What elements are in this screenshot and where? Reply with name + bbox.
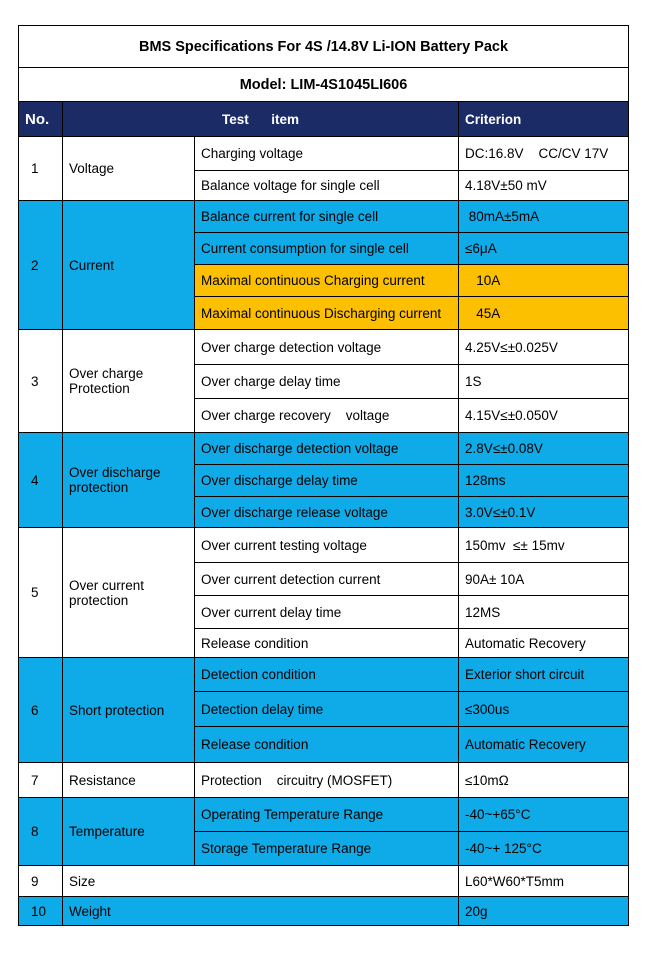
criterion-value: 128ms [459, 465, 629, 497]
test-item: Resistance [63, 763, 195, 798]
test-condition: Over charge recovery voltage [195, 399, 459, 433]
model-row [19, 68, 629, 102]
header-criterion: Criterion [459, 102, 629, 137]
test-item: Over current protection [63, 528, 195, 658]
header-test-item: Test item [63, 102, 459, 137]
table-row [19, 433, 629, 465]
header-row [19, 102, 629, 137]
row-number: 7 [19, 763, 63, 798]
criterion-value: 4.15V≤±0.050V [459, 399, 629, 433]
test-condition: Release condition [195, 727, 459, 763]
test-condition: Charging voltage [195, 137, 459, 171]
test-item: Size [63, 866, 459, 897]
test-condition: Over discharge release voltage [195, 497, 459, 528]
criterion-value: -40~+65°C [459, 798, 629, 832]
row-number: 8 [19, 798, 63, 866]
test-condition: Storage Temperature Range [195, 832, 459, 866]
criterion-value: L60*W60*T5mm [459, 866, 629, 897]
test-condition: Maximal continuous Charging current [195, 265, 459, 297]
row-number: 10 [19, 897, 63, 926]
test-item: Over charge Protection [63, 330, 195, 433]
row-number: 2 [19, 201, 63, 330]
criterion-value: 45A [459, 297, 629, 330]
test-condition: Over charge delay time [195, 365, 459, 399]
criterion-value: 3.0V≤±0.1V [459, 497, 629, 528]
table-row [19, 763, 629, 798]
test-condition: Detection condition [195, 658, 459, 692]
table-row [19, 866, 629, 897]
model-label: Model: LIM-4S1045LI606 [19, 68, 629, 102]
criterion-value: 80mA±5mA [459, 201, 629, 233]
test-condition: Over charge detection voltage [195, 330, 459, 365]
test-condition: Balance current for single cell [195, 201, 459, 233]
criterion-value: 4.25V≤±0.025V [459, 330, 629, 365]
test-item: Over discharge protection [63, 433, 195, 528]
criterion-value: ≤6μA [459, 233, 629, 265]
table-row [19, 330, 629, 365]
table-row [19, 201, 629, 233]
table-row [19, 658, 629, 692]
test-condition: Over current detection current [195, 563, 459, 596]
row-number: 4 [19, 433, 63, 528]
criterion-value: ≤300us [459, 692, 629, 727]
table-row [19, 137, 629, 171]
test-condition: Over discharge delay time [195, 465, 459, 497]
test-condition: Operating Temperature Range [195, 798, 459, 832]
table-row [19, 528, 629, 563]
criterion-value: 4.18V±50 mV [459, 171, 629, 201]
table-row [19, 798, 629, 832]
criterion-value: 20g [459, 897, 629, 926]
test-item: Voltage [63, 137, 195, 201]
row-number: 5 [19, 528, 63, 658]
test-condition: Over discharge detection voltage [195, 433, 459, 465]
criterion-value: 1S [459, 365, 629, 399]
criterion-value: ≤10mΩ [459, 763, 629, 798]
criterion-value: 150mv ≤± 15mv [459, 528, 629, 563]
criterion-value: Exterior short circuit [459, 658, 629, 692]
test-item: Current [63, 201, 195, 330]
table-row [19, 897, 629, 926]
test-condition: Detection delay time [195, 692, 459, 727]
row-number: 1 [19, 137, 63, 201]
criterion-value: Automatic Recovery [459, 629, 629, 658]
test-condition: Release condition [195, 629, 459, 658]
test-item: Short protection [63, 658, 195, 763]
row-number: 9 [19, 866, 63, 897]
criterion-value: 90A± 10A [459, 563, 629, 596]
test-item: Temperature [63, 798, 195, 866]
criterion-value: 2.8V≤±0.08V [459, 433, 629, 465]
row-number: 3 [19, 330, 63, 433]
criterion-value: -40~+ 125°C [459, 832, 629, 866]
row-number: 6 [19, 658, 63, 763]
header-no: No. [19, 102, 63, 137]
test-condition: Maximal continuous Discharging current [195, 297, 459, 330]
criterion-value: Automatic Recovery [459, 727, 629, 763]
test-condition: Over current delay time [195, 596, 459, 629]
document-title: BMS Specifications For 4S /14.8V Li-ION Battery Pack [19, 26, 629, 68]
criterion-value: 10A [459, 265, 629, 297]
test-condition: Current consumption for single cell [195, 233, 459, 265]
test-item: Weight [63, 897, 459, 926]
test-condition: Over current testing voltage [195, 528, 459, 563]
criterion-value: 12MS [459, 596, 629, 629]
spec-table [18, 25, 629, 926]
test-condition: Balance voltage for single cell [195, 171, 459, 201]
test-condition: Protection circuitry (MOSFET) [195, 763, 459, 798]
criterion-value: DC:16.8V CC/CV 17V [459, 137, 629, 171]
title-row [19, 26, 629, 68]
